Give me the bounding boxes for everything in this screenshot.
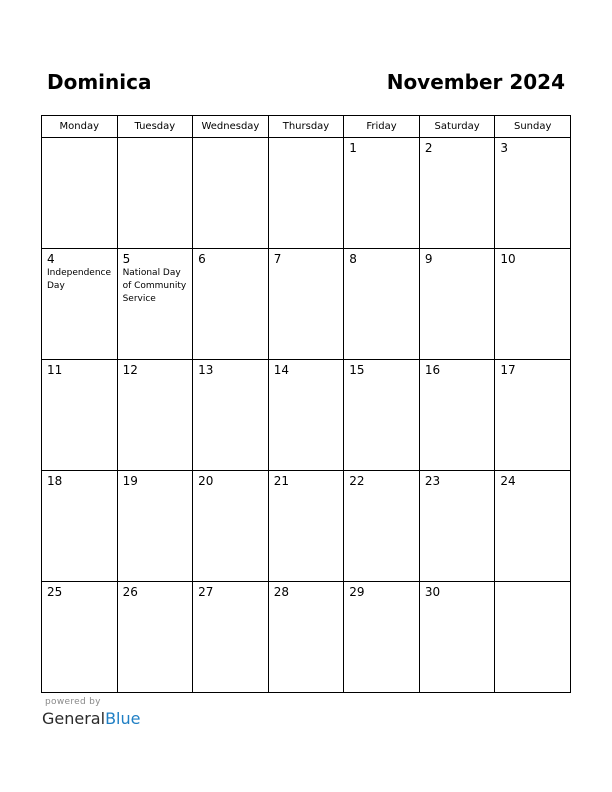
- day-cell: [419, 582, 495, 693]
- day-number: 1: [349, 141, 357, 155]
- week-row-5: [42, 582, 571, 693]
- day-cell: [193, 249, 269, 360]
- day-number: 24: [500, 474, 516, 488]
- holiday-label: National Day of Community Service: [122, 268, 187, 304]
- brand-blue: Blue: [105, 709, 141, 728]
- weekday-header-row: [42, 116, 571, 138]
- day-cell: [117, 138, 193, 249]
- calendar-grid: [41, 115, 571, 693]
- day-number: 26: [122, 585, 138, 599]
- week-row-3: [42, 360, 571, 471]
- day-number: 7: [273, 252, 282, 266]
- day-number: 19: [122, 474, 138, 488]
- day-number: 20: [198, 474, 214, 488]
- day-cell: [42, 249, 118, 360]
- day-cell: [42, 360, 118, 471]
- day-number: 15: [349, 363, 365, 377]
- day-cell: [117, 360, 193, 471]
- day-number: 9: [424, 252, 433, 266]
- day-cell: [117, 471, 193, 582]
- weekday-tuesday: Tuesday: [117, 116, 193, 138]
- day-cell: [419, 249, 495, 360]
- day-cell: [419, 360, 495, 471]
- day-cell: [344, 249, 420, 360]
- week-row-4: [42, 471, 571, 582]
- day-cell: [495, 360, 571, 471]
- day-cell: [495, 471, 571, 582]
- day-cell: [419, 471, 495, 582]
- country-title: Dominica: [47, 70, 152, 94]
- day-cell: [193, 471, 269, 582]
- day-cell: [268, 360, 344, 471]
- day-number: 27: [198, 585, 214, 599]
- weekday-wednesday: Wednesday: [193, 116, 269, 138]
- weekday-saturday: Saturday: [419, 116, 495, 138]
- day-number: 25: [47, 585, 63, 599]
- day-cell: [193, 138, 269, 249]
- day-number: 3: [500, 141, 509, 155]
- day-cell: [344, 360, 420, 471]
- weekday-friday: Friday: [344, 116, 420, 138]
- day-cell: [268, 471, 344, 582]
- weekday-thursday: Thursday: [268, 116, 344, 138]
- weekday-monday: Monday: [42, 116, 118, 138]
- day-number: 28: [273, 585, 289, 599]
- day-cell: [344, 582, 420, 693]
- day-cell: [419, 138, 495, 249]
- weekday-sunday: Sunday: [495, 116, 571, 138]
- week-row-2: [42, 249, 571, 360]
- powered-by-text: powered by: [45, 697, 101, 707]
- day-number: 11: [47, 363, 63, 377]
- day-number: 22: [349, 474, 365, 488]
- day-number: 21: [273, 474, 289, 488]
- month-year-title: November 2024: [386, 70, 565, 94]
- day-cell: [193, 360, 269, 471]
- day-number: 5: [122, 252, 131, 266]
- brand-general: General: [42, 709, 106, 728]
- holiday-label: Independence Day: [47, 268, 112, 291]
- day-cell: [42, 138, 118, 249]
- week-row-1: [42, 138, 571, 249]
- day-number: 17: [500, 363, 516, 377]
- day-cell: [268, 138, 344, 249]
- day-cell: [495, 249, 571, 360]
- day-number: 18: [47, 474, 63, 488]
- day-number: 29: [349, 585, 365, 599]
- day-number: 12: [122, 363, 138, 377]
- day-number: 30: [424, 585, 441, 599]
- day-number: 10: [500, 252, 516, 266]
- day-cell: [344, 471, 420, 582]
- generalblue-logo[interactable]: [42, 709, 140, 728]
- day-cell: [193, 582, 269, 693]
- day-number: 6: [198, 252, 206, 266]
- day-number: 4: [47, 252, 55, 266]
- day-number: 16: [424, 363, 441, 377]
- day-cell: [42, 582, 118, 693]
- day-cell: [117, 249, 193, 360]
- day-number: 23: [424, 474, 441, 488]
- day-cell: [42, 471, 118, 582]
- day-cell: [344, 138, 420, 249]
- day-cell: [268, 249, 344, 360]
- day-number: 2: [424, 141, 433, 155]
- day-cell: [268, 582, 344, 693]
- day-cell: [495, 138, 571, 249]
- day-cell: [495, 582, 571, 693]
- day-number: 8: [349, 252, 357, 266]
- day-number: 14: [273, 363, 289, 377]
- day-cell: [117, 582, 193, 693]
- day-number: 13: [198, 363, 214, 377]
